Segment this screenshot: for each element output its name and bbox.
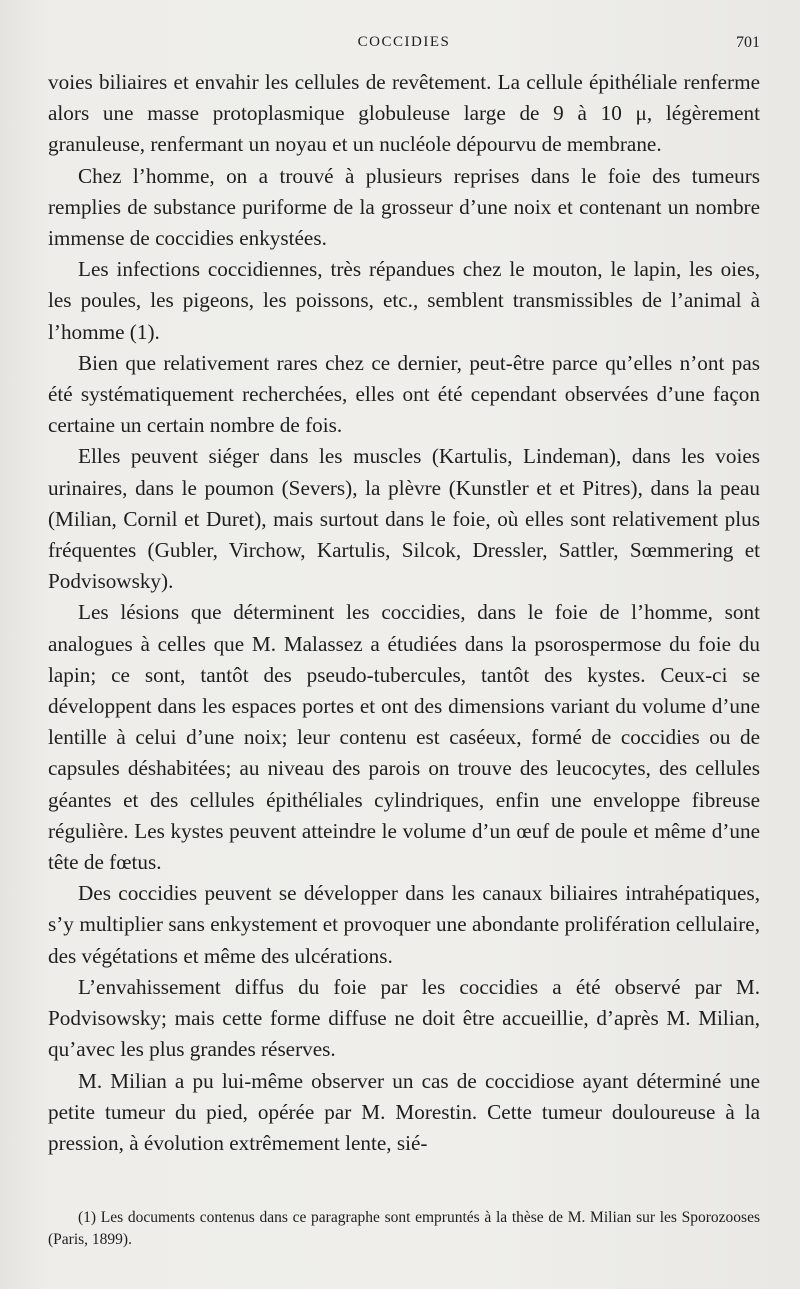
- paragraph-lesions: Les lésions que déterminent les coccidies, dans le foie de l’homme, sont analogues à celles que M. Malassez a étudiées dans la psorospermose du foie du lapin; ce sont, tantôt des pseudo-tubercules, tantôt des kystes. Ceux-ci se développent dans les espaces portes et ont des dimensions variant du volume d’une lentille à celui d’une noix; leur contenu est caséeux, formé de coccidies ou de capsules déshabitées; au niveau des parois on trouve des leucocytes, des cellules géantes et des cellules épithéliales cylindriques, enfin une enveloppe fibreuse régulière. Les kystes peuvent atteindre le volume d’un œuf de poule et même d’une tête de fœtus.: [48, 600, 760, 875]
- running-head: COCCIDIES: [357, 34, 451, 50]
- body-text: [48, 67, 760, 1159]
- footnote: [48, 1207, 760, 1251]
- page-number: 701: [736, 34, 760, 51]
- paragraph-rarete: Bien que relativement rares chez ce dernier, peut-être parce qu’elles n’ont pas été systématiquement recherchées, elles ont été cependant observées d’une façon certaine un certain nombre de fois.: [48, 350, 760, 438]
- footnote-text: (1) Les documents contenus dans ce paragraphe sont empruntés à la thèse de M. Milian sur les Sporozooses (Paris, 1899).: [48, 1209, 760, 1248]
- paragraph-tumeurs-foie: Chez l’homme, on a trouvé à plusieurs reprises dans le foie des tumeurs remplies de substance puriforme de la grosseur d’une noix et contenant un nombre immense de coccidies enkystées.: [48, 163, 760, 251]
- page-header: [48, 32, 760, 56]
- paragraph-canaux-biliaires: Des coccidies peuvent se développer dans les canaux biliaires intrahépatiques, s’y multiplier sans enkystement et provoquer une abondante prolifération cellulaire, des végétations et même des ulcérations.: [48, 881, 760, 968]
- paragraph-continuation: voies biliaires et envahir les cellules de revêtement. La cellule épithéliale renferme alors une masse protoplasmique globuleuse large de 9 à 10 μ, légèrement granuleuse, renfermant un noyau et un nucléole dépourvu de membrane.: [48, 70, 760, 157]
- paragraph-cas-milian: M. Milian a pu lui-même observer un cas de coccidiose ayant déterminé une petite tumeur du pied, opérée par M. Morestin. Cette tumeur douloureuse à la pression, à évolution extrêmement lente, sié-: [48, 1068, 760, 1155]
- paragraph-infections: Les infections coccidiennes, très répandues chez le mouton, le lapin, les oies, les poules, les pigeons, les poissons, etc., semblent transmissibles de l’animal à l’homme (1).: [48, 257, 760, 344]
- paragraph-localisations: Elles peuvent siéger dans les muscles (Kartulis, Lindeman), dans les voies urinaires, dans le poumon (Severs), la plèvre (Kunstler et et Pitres), dans la peau (Milian, Cornil et Duret), mais surtout dans le foie, où elles sont relativement plus fréquentes (Gubler, Virchow, Kartulis, Silcok, Dressler, Sattler, Sœmmering et Podvisowsky).: [48, 444, 760, 594]
- paragraph-envahissement: L’envahissement diffus du foie par les coccidies a été observé par M. Podvisowsky; mais cette forme diffuse ne doit être accueillie, d’après M. Milian, qu’avec les plus grandes réserves.: [48, 974, 760, 1062]
